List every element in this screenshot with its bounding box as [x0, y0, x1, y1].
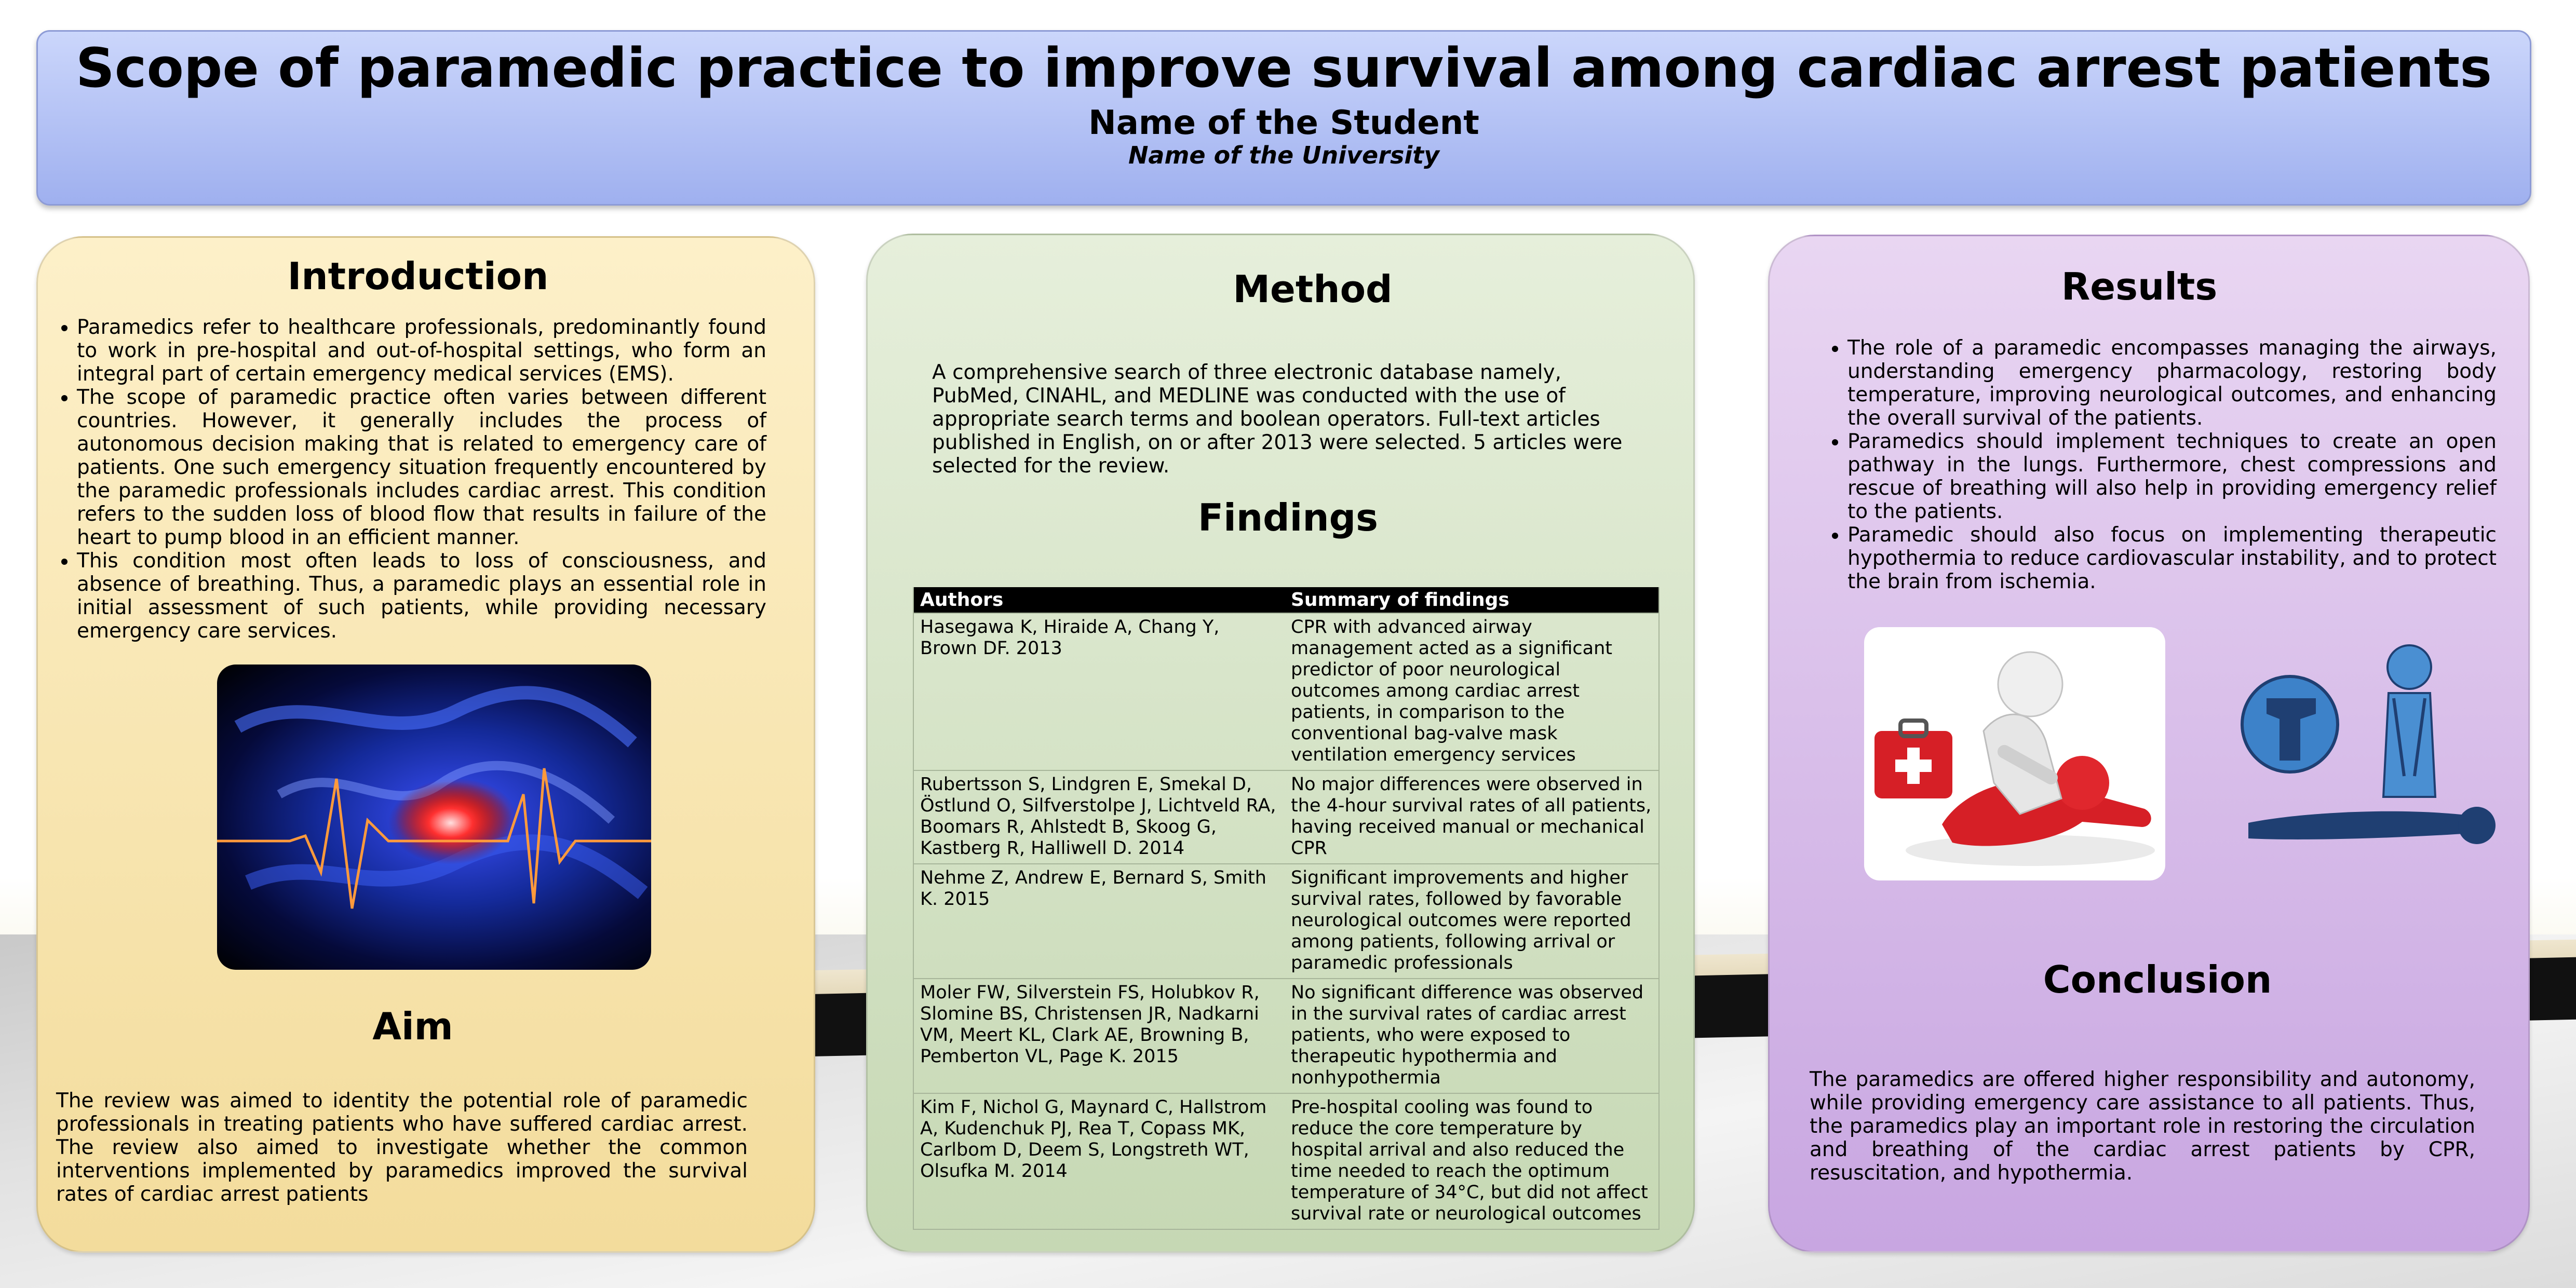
summary-cell: CPR with advanced airway management acted as a significant predictor of poor neurological outcomes among cardiac arrest patients, in comparison to the conventional bag-valve mask ventilation emergency services — [1285, 613, 1659, 770]
introduction-bullets — [56, 316, 766, 643]
results-text — [1827, 336, 2497, 593]
conclusion-text: The paramedics are offered higher responsibility and autonomy, while providing emergency care assistance to all patients. Thus, the paramedics play an important role in restoring the circulation and breathing of the cardiac arrest patients by CPR, resuscitation, and hypothermia. — [1810, 1068, 2475, 1185]
column-header-summary: Summary of findings — [1285, 587, 1659, 613]
cpr-illustration-icon — [2238, 636, 2498, 864]
authors-cell: Rubertsson S, Lindgren E, Smekal D, Östlund O, Silfverstolpe J, Lichtveld RA, Boomars R, Ahlstedt B, Skoog G, Kastberg R, Halliwell D. 2014 — [913, 770, 1285, 864]
results-bullet: • The role of a paramedic encompasses managing the airways, understanding emergency pharmacology, restoring body temperature, improving neurological outcomes, and enhancing the overall survival of the patients. — [1847, 336, 2497, 430]
findings-table — [913, 587, 1660, 1230]
table-row — [913, 979, 1659, 1093]
aim-text: The review was aimed to identity the potential role of paramedic professionals in treating patients who have suffered cardiac arrest. The review also aimed to investigate whether the common interventions implemented by paramedics improved the survival rates of cardiac arrest patients — [56, 1089, 748, 1206]
table-row — [913, 770, 1659, 864]
summary-cell: No significant difference was observed in the survival rates of cardiac arrest patients, who were exposed to therapeutic hypothermia and nonhypothermia — [1285, 979, 1659, 1093]
table-header-row — [913, 587, 1659, 613]
student-name: Name of the Student — [1088, 104, 1479, 142]
poster-header — [36, 30, 2531, 206]
results-bullet: • Paramedic should also focus on implementing therapeutic hypothermia to reduce cardiovascular instability, and to protect the brain from ischemia. — [1847, 523, 2497, 593]
poster-title: Scope of paramedic practice to improve survival among cardiac arrest patients — [75, 36, 2492, 100]
ecg-line-icon — [217, 665, 651, 970]
cpr-figure-icon — [1864, 627, 2165, 880]
introduction-text — [56, 316, 766, 643]
university-name: Name of the University — [1128, 141, 1440, 169]
method-heading: Method — [1233, 267, 1393, 311]
table-row — [913, 864, 1659, 979]
authors-cell: Moler FW, Silverstein FS, Holubkov R, Slomine BS, Christensen JR, Nadkarni VM, Meert KL, Clark AE, Browning B, Pemberton VL, Page K. 2015 — [913, 979, 1285, 1093]
findings-heading: Findings — [1198, 496, 1378, 539]
authors-cell: Kim F, Nichol G, Maynard C, Hallstrom A, Kudenchuk PJ, Rea T, Copass MK, Carlbom D, Deem S, Longstreth WT, Olsufka M. 2014 — [913, 1093, 1285, 1229]
authors-cell: Nehme Z, Andrew E, Bernard S, Smith K. 2015 — [913, 864, 1285, 979]
column-header-authors: Authors — [913, 587, 1285, 613]
results-bullet: • Paramedics should implement techniques to create an open pathway in the lungs. Furthermore, chest compressions and rescue of breathing will also help in providing emergency relief to the patients. — [1847, 430, 2497, 523]
table-row — [913, 613, 1659, 770]
results-bullets — [1827, 336, 2497, 593]
summary-cell: No major differences were observed in the 4-hour survival rates of all patients, having received manual or mechanical CPR — [1285, 770, 1659, 864]
introduction-bullet: • The scope of paramedic practice often varies between different countries. However, it generally includes the process of autonomous decision making that is related to emergency care of patients. One such emergency situation frequently encountered by the paramedic professionals includes cardiac arrest. This condition refers to the sudden loss of blood flow that results in failure of the heart to pump blood in an efficient manner. — [77, 386, 766, 549]
summary-cell: Pre-hospital cooling was found to reduce the core temperature by hospital arrival and also reduced the time needed to reach the optimum temperature of 34°C, but did not affect survival rate or neurological outcomes — [1285, 1093, 1659, 1229]
method-text: A comprehensive search of three electronic database namely, PubMed, CINAHL, and MEDLINE was conducted with the use of appropriate search terms and boolean operators. Full-text articles published in English, on or after 2013 were selected. 5 articles were selected for the review. — [932, 361, 1623, 478]
introduction-bullet: • Paramedics refer to healthcare professionals, predominantly found to work in pre-hospital and out-of-hospital settings, who form an integral part of certain emergency medical services (EMS). — [77, 316, 766, 386]
cpr-figure-image — [1864, 627, 2165, 880]
table-row — [913, 1093, 1659, 1229]
summary-cell: Significant improvements and higher survival rates, followed by favorable neurological outcomes were reported among patients, following arrival or paramedic professionals — [1285, 864, 1659, 979]
introduction-bullet: • This condition most often leads to loss of consciousness, and absence of breathing. Thus, a paramedic plays an essential role in initial assessment of such patients, while providing necessary emergency care services. — [77, 549, 766, 643]
heart-ecg-image — [217, 665, 651, 970]
authors-cell: Hasegawa K, Hiraide A, Chang Y, Brown DF. 2013 — [913, 613, 1285, 770]
results-heading: Results — [2061, 265, 2218, 308]
aim-heading: Aim — [372, 1005, 453, 1048]
conclusion-heading: Conclusion — [2043, 958, 2272, 1001]
introduction-heading: Introduction — [287, 254, 549, 298]
cpr-icon — [2238, 636, 2498, 864]
